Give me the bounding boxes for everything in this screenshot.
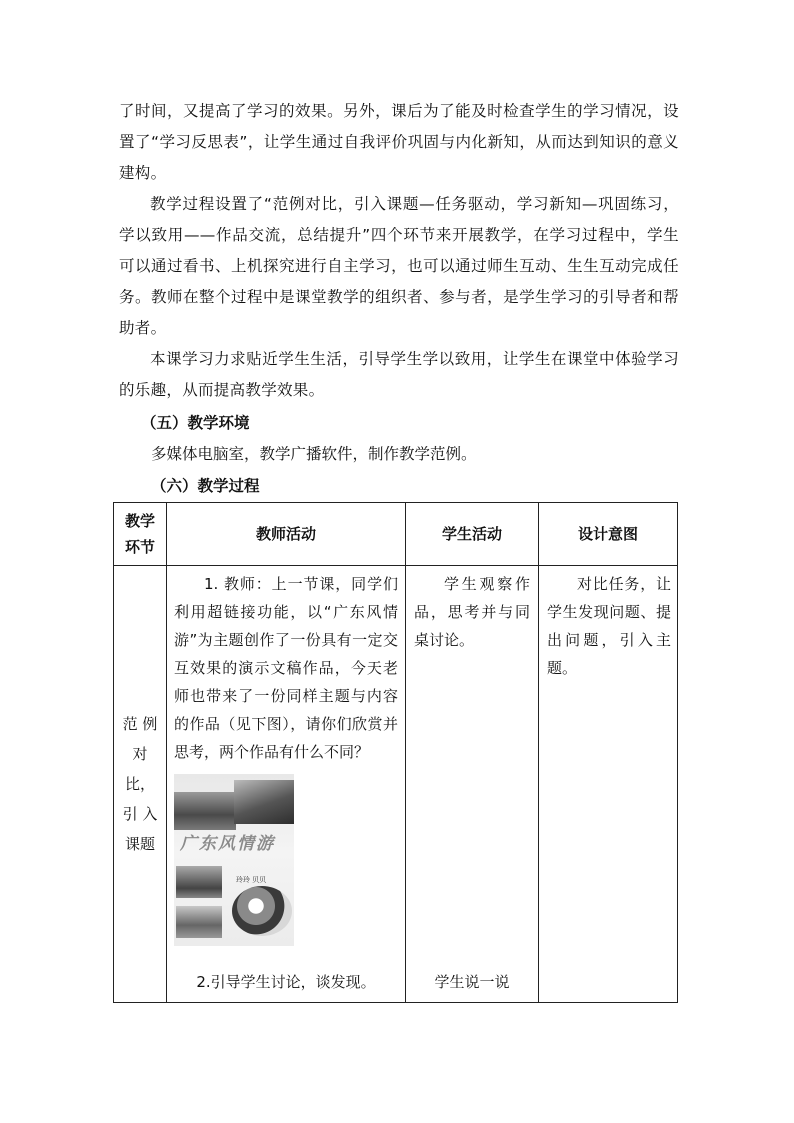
table-row bbox=[114, 566, 678, 1003]
row-segment: 范 例对比，引 入课题 bbox=[114, 566, 167, 1003]
paragraph-1: 了时间，又提高了学习的效果。另外，课后为了能及时检查学生的学习情况，设置了“学习反思表”，让学生通过自我评价巩固与内化新知，从而达到知识的意义建构。 bbox=[119, 102, 679, 182]
design-intent-text: 对比任务，让学生发现问题、提出问题，引入主题。 bbox=[547, 575, 671, 677]
teacher-activity-step2: 2.引导学生讨论，谈发现。 bbox=[196, 973, 376, 991]
header-intent: 设计意图 bbox=[539, 503, 678, 566]
paragraph-2: 教学过程设置了“范例对比，引入课题—任务驱动，学习新知—巩固练习，学以致用——作品交流，总结提升”四个环节来开展教学，在学习过程中，学生可以通过看书、上机探究进行自主学习，也可以通过师生互动、生生互动完成任务。教师在整个过程中是课堂教学的组织者、参与者，是学生学习的引导者和帮助者。 bbox=[119, 195, 679, 337]
header-student: 学生活动 bbox=[406, 503, 539, 566]
thumbnail-title: 广东风情游 bbox=[180, 834, 275, 854]
slide-thumbnail-image bbox=[174, 774, 294, 946]
header-segment: 教学环节 bbox=[114, 503, 167, 566]
student-activity-step2: 学生说一说 bbox=[434, 973, 510, 991]
row-design-intent bbox=[539, 566, 678, 1003]
section5-text: 多媒体电脑室，教学广播软件，制作教学范例。 bbox=[151, 445, 477, 463]
table-header-row bbox=[114, 503, 678, 566]
paragraph-3: 本课学习力求贴近学生生活，引导学生学以致用，让学生在课堂中体验学习的乐趣，从而提高教学效果。 bbox=[119, 350, 679, 399]
header-teacher: 教师活动 bbox=[167, 503, 406, 566]
teaching-process-table bbox=[113, 502, 678, 1003]
section6-heading: （六）教学过程 bbox=[151, 477, 260, 495]
row-student-activity bbox=[406, 566, 539, 1003]
student-activity-text: 学生观察作品，思考并与同桌讨论。 bbox=[414, 575, 530, 649]
thumbnail-names: 玲玲 贝贝 bbox=[236, 876, 267, 884]
teacher-activity-text: 1. 教师：上一节课，同学们利用超链接功能，以“广东风情游”为主题创作了一份具有一定交互效果的演示文稿作品，今天老师也带来了一份同样主题与内容的作品（见下图），请你们欣赏并思考，两个作品有什么不同？ bbox=[174, 575, 398, 761]
row-teacher-activity bbox=[167, 566, 406, 1003]
section5-heading: （五）教学环境 bbox=[141, 414, 250, 432]
